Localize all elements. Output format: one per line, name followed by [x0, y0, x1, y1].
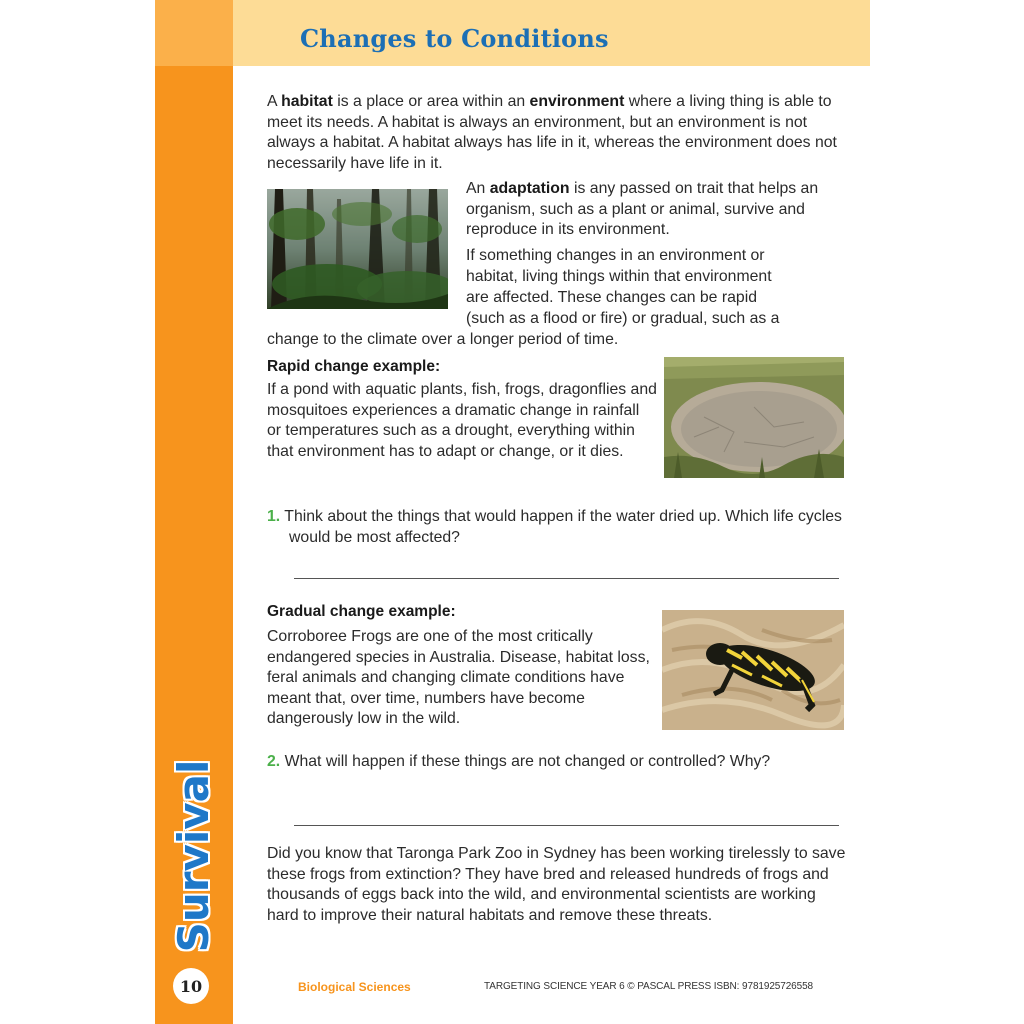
- text-run: where a living thing is able to meet its needs. A habitat is always an environment, but an environment is not always a habitat. A habitat always has life in it, whereas the environment does not necessarily have life in it.: [267, 93, 837, 172]
- habitat-paragraph: [267, 92, 847, 174]
- question-2-number: 2.: [267, 753, 281, 770]
- rapid-change-heading: Rapid change example:: [267, 358, 441, 375]
- gradual-change-heading: Gradual change example:: [267, 603, 456, 620]
- corroboree-frog-photo: [662, 610, 844, 730]
- footer-subject: Biological Sciences: [298, 980, 411, 994]
- question-1: [267, 507, 869, 548]
- term-environment: environment: [529, 93, 625, 110]
- footer-credit: TARGETING SCIENCE YEAR 6 © PASCAL PRESS ISBN: 9781925726558: [484, 981, 814, 992]
- question-2-text: What will happen if these things are not changed or controlled? Why?: [284, 753, 771, 770]
- change-line-5: change to the climate over a longer period of time.: [267, 331, 619, 348]
- text-run: An: [466, 180, 490, 197]
- answer-line-1[interactable]: [294, 578, 839, 579]
- change-line-2: habitat, living things within that environment: [466, 268, 772, 285]
- change-line-3: are affected. These changes can be rapid: [466, 289, 757, 306]
- sidebar-top-block: [155, 0, 233, 66]
- question-1-text: Think about the things that would happen if the water dried up. Which life cycles would be most affected?: [284, 508, 842, 546]
- page-number: 10: [173, 968, 209, 1004]
- page-title: Changes to Conditions: [300, 24, 609, 53]
- change-line-4: (such as a flood or fire) or gradual, such as a: [466, 310, 780, 327]
- text-run: is a place or area within an: [332, 93, 530, 110]
- term-habitat: habitat: [281, 93, 333, 110]
- did-you-know-paragraph: Did you know that Taronga Park Zoo in Sydney has been working tirelessly to save these frogs from extinction? They have bred and released hundreds of frogs and thousands of eggs back into the wild, and environmental scientists are working hard to improve their natural habitats and remove these threats.: [267, 845, 846, 924]
- adaptation-paragraph: [466, 179, 846, 241]
- text-run: is any passed on trait that helps an organism, such as a plant or animal, survive and reproduce in its environment.: [466, 180, 819, 239]
- change-line-1: If something changes in an environment or: [466, 247, 765, 264]
- text-run: A: [267, 93, 282, 110]
- rainforest-photo: [267, 189, 448, 309]
- side-label: Survival: [169, 759, 218, 953]
- dry-pond-photo: [664, 357, 844, 478]
- question-2: [267, 752, 869, 773]
- rapid-change-text: If a pond with aquatic plants, fish, frogs, dragonflies and mosquitoes experiences a dramatic change in rainfall or temperatures such as a drought, everything within that environment has to adapt or change, or it dies.: [267, 381, 657, 460]
- question-1-number: 1.: [267, 508, 281, 525]
- gradual-change-text: Corroboree Frogs are one of the most critically endangered species in Australia. Disease, habitat loss, feral animals and changing climate conditions have meant that, over time, numbers have become dangerously low in the wild.: [267, 628, 650, 728]
- answer-line-2[interactable]: [294, 825, 839, 826]
- term-adaptation: adaptation: [489, 180, 570, 197]
